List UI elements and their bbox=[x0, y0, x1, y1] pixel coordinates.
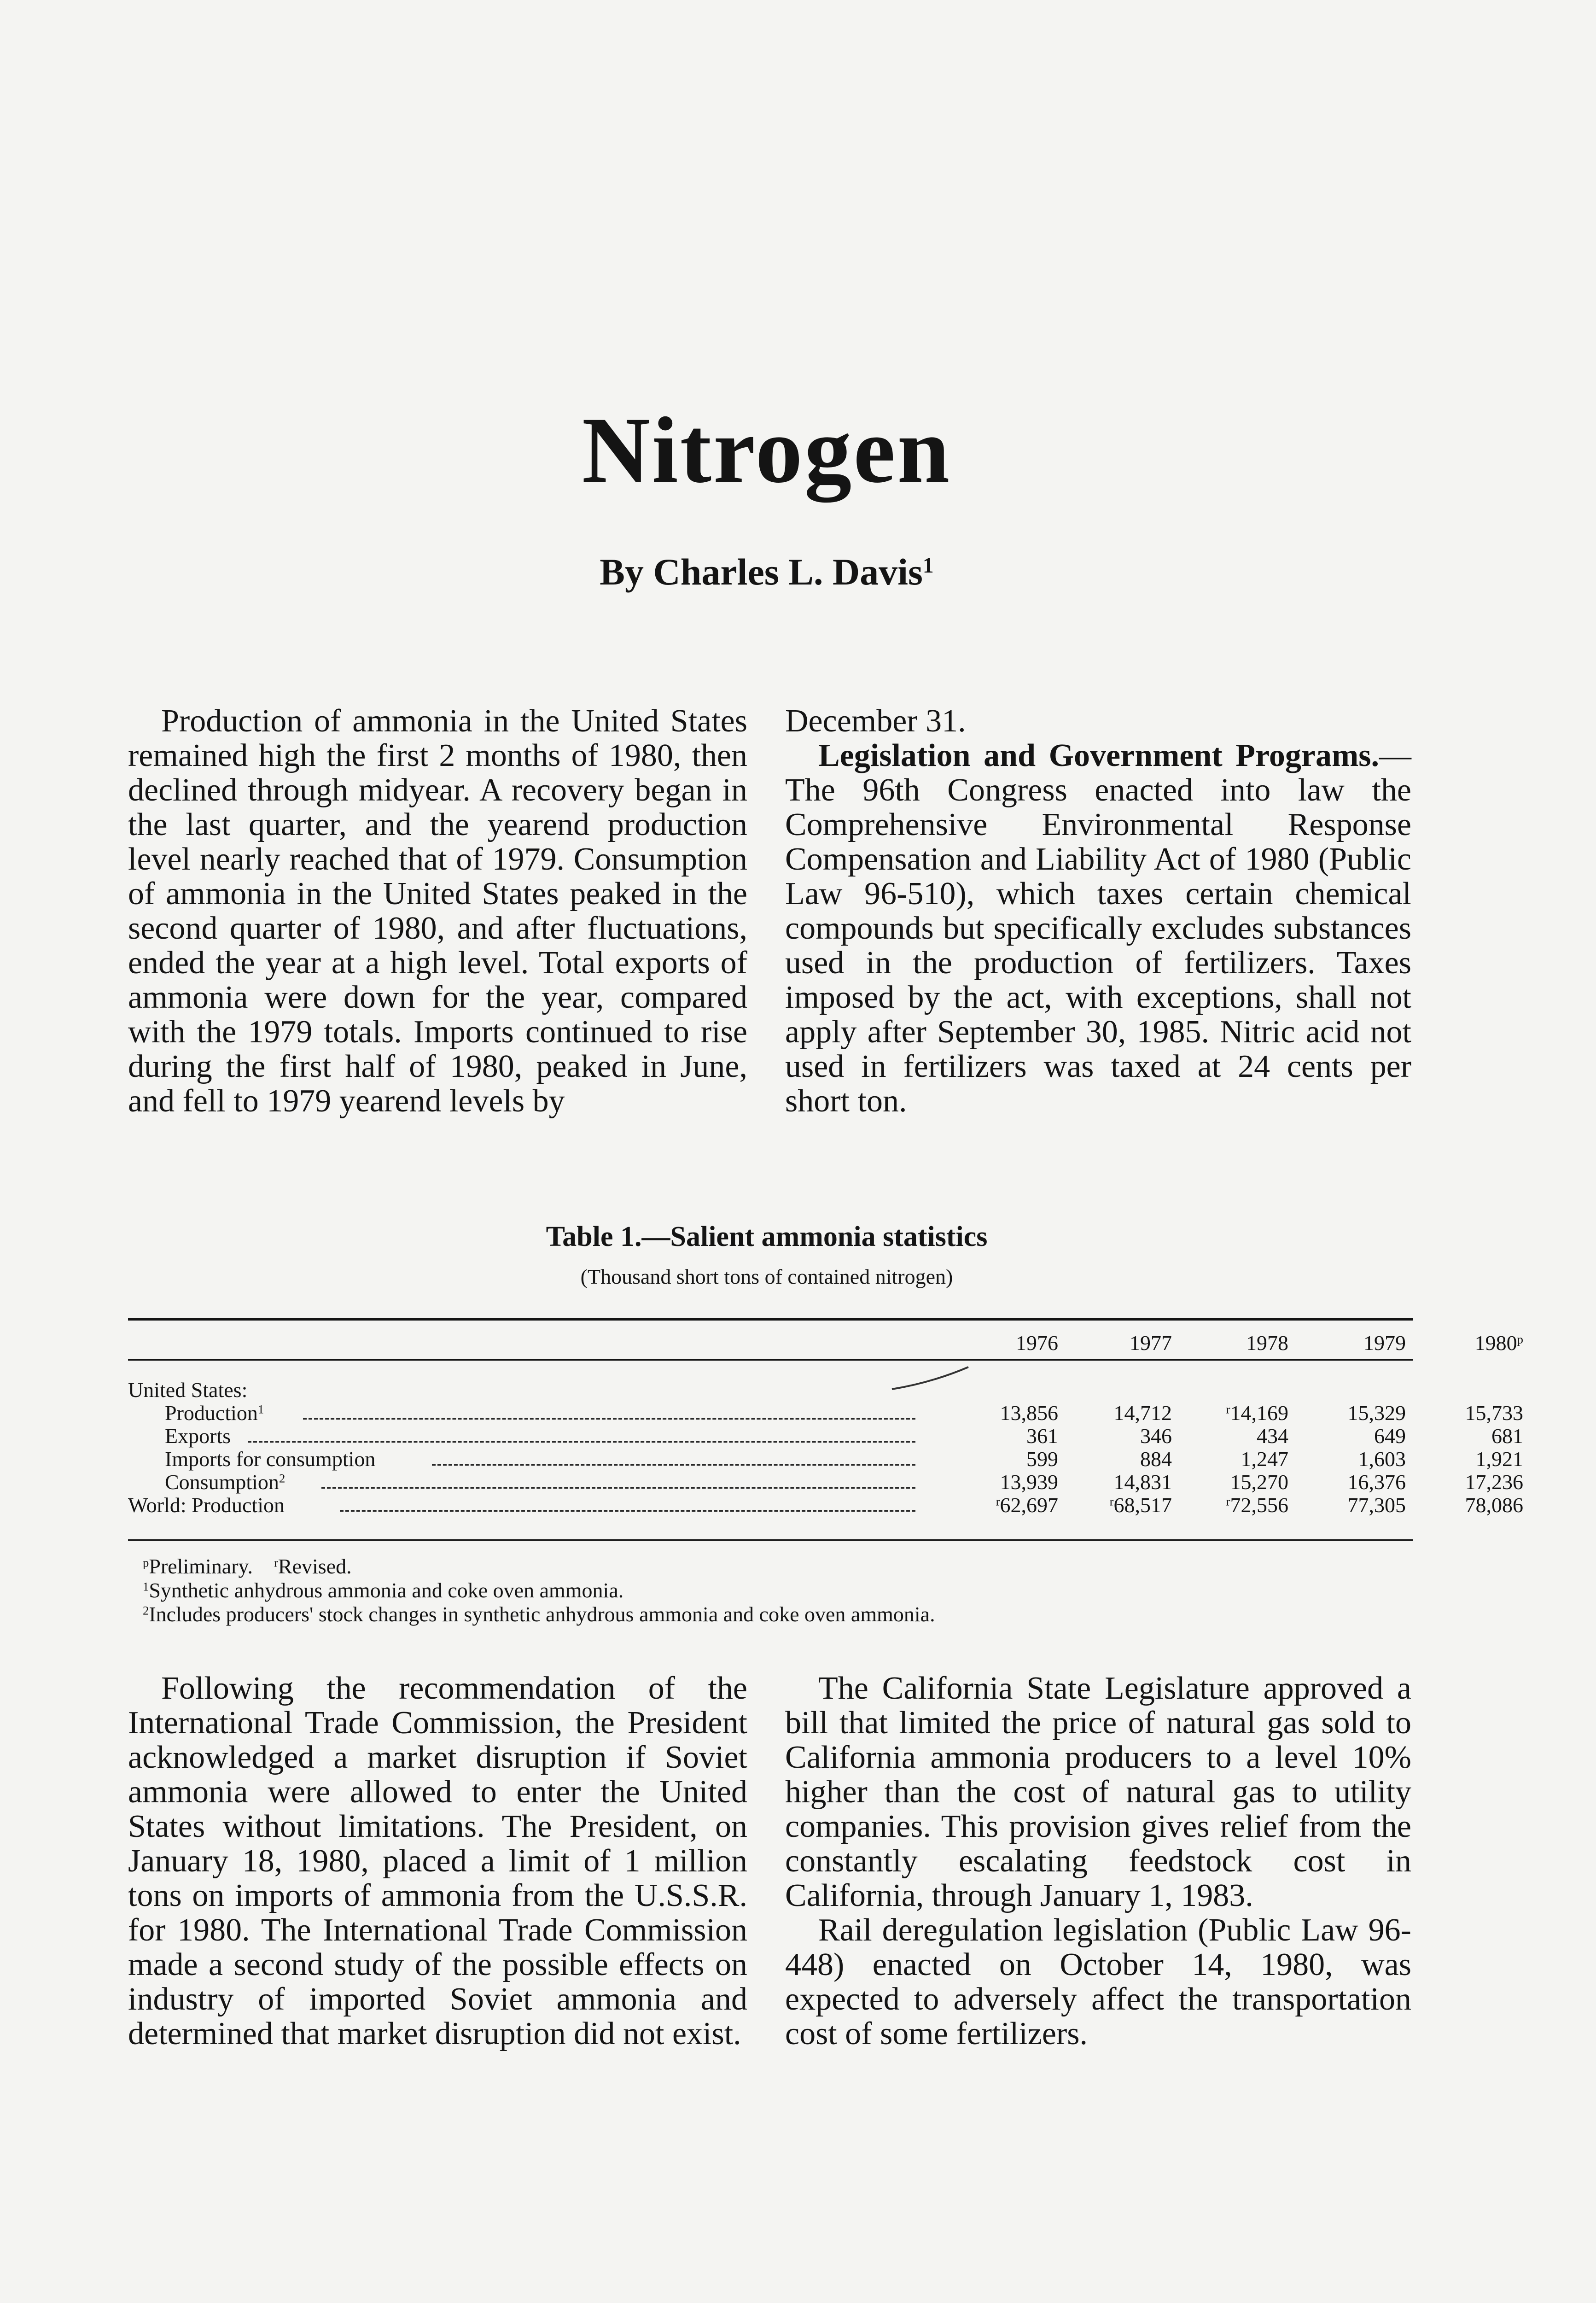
table-top-rule bbox=[128, 1318, 1413, 1321]
table-cell: 434 bbox=[1257, 1424, 1288, 1448]
body-column-3 bbox=[128, 1671, 747, 2051]
row-label: Production$^1$ bbox=[165, 1401, 264, 1425]
article-title: Nitrogen bbox=[582, 398, 952, 503]
column-header: 1979 bbox=[1363, 1331, 1406, 1355]
body-column-2 bbox=[785, 704, 1411, 1118]
table-cell: 17,236 bbox=[1465, 1470, 1523, 1494]
table-cell: 1,247 bbox=[1241, 1447, 1288, 1471]
table-cell: $^r$62,697 bbox=[996, 1493, 1058, 1517]
paragraph-rail-deregulation: Rail deregulation legislation (Public Law 96-448) enacted on October 14, 1980, was expected to adversely affect the transportation cost of some fertilizers. bbox=[785, 1912, 1411, 2052]
table-cell: 346 bbox=[1140, 1424, 1172, 1448]
table-cell: 884 bbox=[1140, 1447, 1172, 1471]
table-cell: 1,603 bbox=[1358, 1447, 1406, 1471]
dot-leader bbox=[248, 1441, 915, 1443]
dot-leader bbox=[303, 1418, 915, 1420]
paragraph-legislation bbox=[785, 738, 1411, 1118]
table-cell: 15,329 bbox=[1347, 1401, 1406, 1425]
column-header-year: 1980 bbox=[1474, 1331, 1517, 1355]
preliminary-mark: p bbox=[1517, 1332, 1523, 1346]
table-cell: $^r$68,517 bbox=[1109, 1493, 1172, 1517]
revised-mark: r bbox=[996, 1494, 1000, 1508]
section-heading-legislation: Legislation and Government Programs. bbox=[818, 738, 1379, 773]
table-cell: 14,831 bbox=[1113, 1470, 1172, 1494]
row-label: Exports bbox=[165, 1424, 231, 1448]
table-bottom-rule bbox=[128, 1539, 1413, 1541]
paragraph-california: The California State Legislature approved a bill that limited the price of natural gas sold to California ammonia producers to a level 10% higher than the cost of natural gas to utility companies. This provision gives relief from the constantly escalating feedstock cost in California, through January 1, 1983. bbox=[785, 1671, 1411, 1913]
footnote-2: $^2$Includes producers' stock changes in synthetic anhydrous ammonia and coke oven ammonia. bbox=[143, 1602, 935, 1626]
table-cell: 16,376 bbox=[1347, 1470, 1406, 1494]
dot-leader bbox=[432, 1464, 915, 1466]
column-header: 1977 bbox=[1130, 1331, 1172, 1355]
group-label: United States: bbox=[128, 1378, 248, 1402]
table-title: Table 1.—Salient ammonia statistics bbox=[546, 1221, 988, 1252]
table-cell: 599 bbox=[1026, 1447, 1058, 1471]
table-subtitle: (Thousand short tons of contained nitrogen) bbox=[580, 1265, 953, 1288]
table-cell: $^r$14,169 bbox=[1226, 1401, 1288, 1425]
table-cell: 15,733 bbox=[1465, 1401, 1523, 1425]
row-label: World: Production bbox=[128, 1493, 285, 1517]
paragraph-trade-commission: Following the recommendation of the International Trade Commission, the President acknowledged a market disruption if Soviet ammonia were allowed to enter the United States without limitations. The President, on January 18, 1980, placed a limit of 1 million tons on imports of ammonia from the U.S.S.R. for 1980. The International Trade Commission made a second study of the possible effects on industry of imported Soviet ammonia and determined that market disruption did not exist. bbox=[128, 1671, 747, 2052]
table-cell: 78,086 bbox=[1465, 1493, 1523, 1517]
table-cell: 14,712 bbox=[1113, 1401, 1172, 1425]
table-footnotes bbox=[143, 1555, 935, 1626]
table-cell: 13,939 bbox=[1000, 1470, 1058, 1494]
pen-stroke-mark bbox=[890, 1364, 973, 1392]
revised-mark: r bbox=[1226, 1494, 1230, 1508]
table-cell: 361 bbox=[1026, 1424, 1058, 1448]
body-column-1 bbox=[128, 704, 747, 1118]
table-cell: 77,305 bbox=[1347, 1493, 1406, 1517]
table-cell: 13,856 bbox=[1000, 1401, 1058, 1425]
column-header: 1978 bbox=[1246, 1331, 1288, 1355]
table-cell: $^r$72,556 bbox=[1226, 1493, 1288, 1517]
table-header-rule bbox=[128, 1359, 1413, 1361]
author-footnote-mark: 1 bbox=[922, 553, 934, 578]
author-name: By Charles L. Davis bbox=[600, 551, 923, 593]
row-label: Imports for consumption bbox=[165, 1447, 376, 1471]
paragraph-continuation: December 31. bbox=[785, 703, 966, 739]
revised-mark: r bbox=[1226, 1402, 1230, 1416]
column-header bbox=[1408, 1329, 1523, 1357]
legislation-text: —The 96th Congress enacted into law the Comprehensive Environmental Response Compensation and Liability Act of 1980 (Public Law 96-510), which taxes certain chemical compounds but specifically excludes substances used in the production of fertilizers. Taxes imposed by the act, with exceptions, shall not apply after September 30, 1985. Nitric acid not used in fertilizers was taxed at 24 cents per short ton. bbox=[785, 738, 1411, 1119]
dot-leader bbox=[321, 1487, 915, 1489]
body-column-4 bbox=[785, 1671, 1411, 2051]
dot-leader bbox=[340, 1510, 915, 1512]
column-header: 1976 bbox=[1016, 1331, 1058, 1355]
table-cell: 681 bbox=[1491, 1424, 1523, 1448]
paragraph-ammonia-production: Production of ammonia in the United States remained high the first 2 months of 1980, then declined through midyear. A recovery began in the last quarter, and the yearend production level nearly reached that of 1979. Consumption of ammonia in the United States peaked in the second quarter of 1980, and after fluctuations, ended the year at a high level. Total exports of ammonia were down for the year, compared with the 1979 totals. Imports continued to rise during the first half of 1980, peaked in June, and fell to 1979 yearend levels by bbox=[128, 703, 747, 1119]
table-cell: 15,270 bbox=[1230, 1470, 1288, 1494]
footnote-1: $^1$Synthetic anhydrous ammonia and coke oven ammonia. bbox=[143, 1578, 624, 1602]
footnote-legend: $^p$Preliminary. $^r$Revised. bbox=[143, 1555, 352, 1578]
table-cell: 649 bbox=[1374, 1424, 1406, 1448]
row-label: Consumption$^2$ bbox=[165, 1470, 285, 1494]
table-cell: 1,921 bbox=[1475, 1447, 1523, 1471]
author-byline bbox=[0, 550, 1533, 594]
revised-mark: r bbox=[1109, 1494, 1114, 1508]
